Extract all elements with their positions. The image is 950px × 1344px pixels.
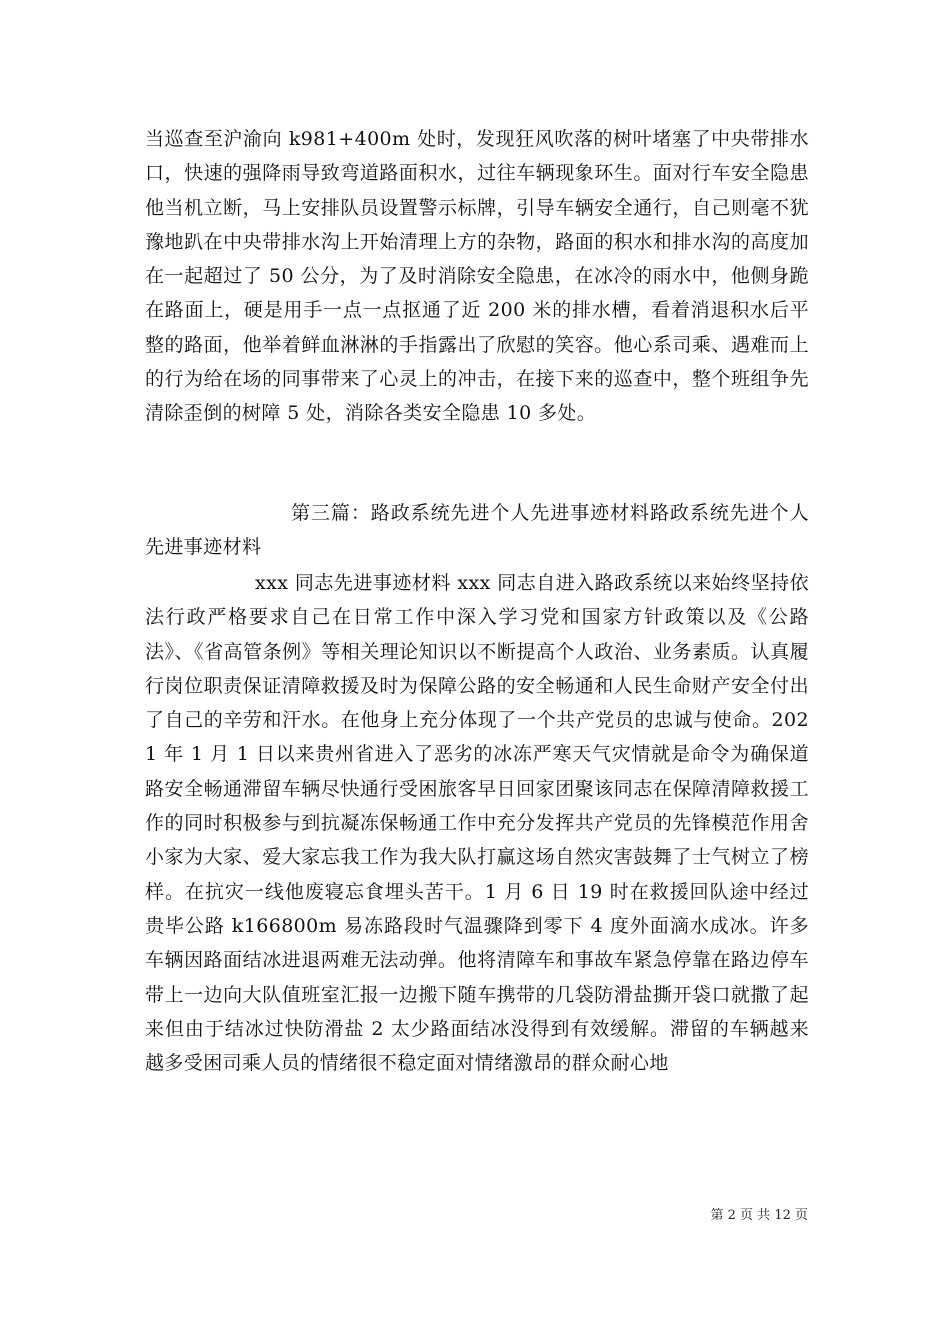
section-heading: 第三篇：路政系统先进个人先进事迹材料路政系统先进个人先进事迹材料 (145, 502, 809, 559)
body-paragraph-2: xxx 同志先进事迹材料 xxx 同志自进入路政系统以来始终坚持依法行政严格要求自己在日常工作中深入学习党和国家方针政策以及《公路法》、《省高管条例》等相关理论知识以不断提高个人政治、业务素质。认真履行岗位职责保证清障救援及时为保障公路的安全畅通和人民生命财产安全付出了自己的辛劳和汗水。在他身上充分体现了一个共产党员的忠诚与使命。2021 年 1 月 1 日以来贵州省进入了恶劣的冰冻严寒天气灾情就是命令为确保道路安全畅通滞留车辆尽快通行受困旅客早日回家团聚该同志在保障清障救援工作的同时积极参与到抗凝冻保畅通工作中充分发挥共产党员的先锋模范作用舍小家为大家、爱大家忘我工作为我大队打赢这场自然灾害鼓舞了士气树立了榜样。在抗灾一线他废寝忘食埋头苦干。1 月 6 日 19 时在救援回队途中经过贵毕公路 k166800m 易冻路段时气温骤降到零下 4 度外面滴水成冰。许多车辆因路面结冰进退两难无法动弹。他将清障车和事故车紧急停靠在路边停车带上一边向大队值班室汇报一边搬下随车携带的几袋防滑盐撕开袋口就撒了起来但由于结冰过快防滑盐 2 太少路面结冰没得到有效缓解。滞留的车辆越来越多受困司乘人员的情绪很不稳定面对情绪激昂的群众耐心地 (145, 572, 809, 1075)
body-paragraph-1: 当巡查至沪渝向 k981+400m 处时，发现狂风吹落的树叶堵塞了中央带排水口，快速的强降雨导致弯道路面积水，过往车辆现象环生。面对行车安全隐患他当机立断，马上安排队员设置警示标牌，引导车辆安全通行，自己则毫不犹豫地趴在中央带排水沟上开始清理上方的杂物，路面的积水和排水沟的高度加在一起超过了 50 公分，为了及时消除安全隐患，在冰冷的雨水中，他侧身跪在路面上，硬是用手一点一点抠通了近 200 米的排水槽，看着消退积水后平整的路面，他举着鲜血淋淋的手指露出了欣慰的笑容。他心系司乘、遇难而上的行为给在场的同事带来了心灵上的冲击，在接下来的巡查中，整个班组争先清除歪倒的树障 5 处，消除各类安全隐患 10 多处。 (145, 128, 809, 425)
page-number-footer: 第 2 页 共 12 页 (710, 1208, 808, 1223)
